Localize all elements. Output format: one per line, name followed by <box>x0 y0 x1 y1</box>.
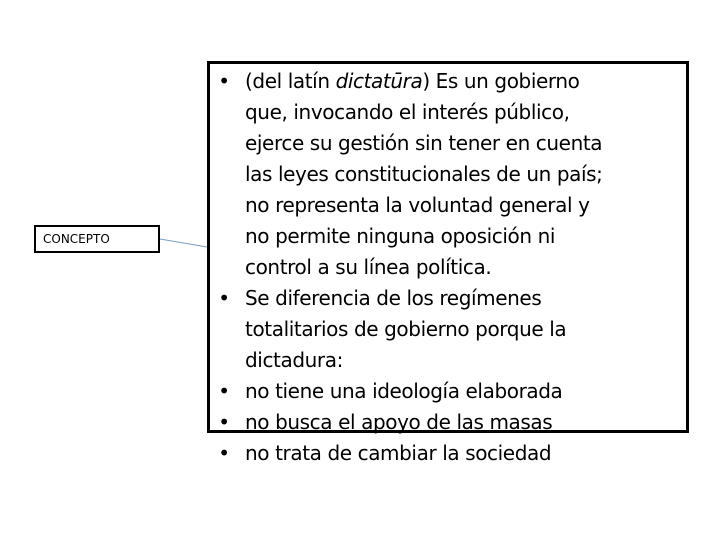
list-item <box>214 66 684 283</box>
list-item-line: no representa la voluntad general y <box>245 193 590 217</box>
list-item <box>214 407 684 438</box>
bullet-icon: • <box>218 69 230 93</box>
concept-label: CONCEPTO <box>43 232 110 246</box>
bullet-icon: • <box>218 441 230 465</box>
bullet-icon: • <box>218 286 230 310</box>
list-item-line: no tiene una ideología elaborada <box>245 379 563 403</box>
list-item-line: totalitarios de gobierno porque la <box>245 317 567 341</box>
list-item <box>214 283 684 376</box>
connector-stroke <box>160 239 207 247</box>
list-item-line: dictadura: <box>245 348 343 372</box>
list-item-line: que, invocando el interés público, <box>245 100 570 124</box>
list-item-line: Se diferencia de los regímenes <box>245 286 542 310</box>
list-item-line: no trata de cambiar la sociedad <box>245 441 552 465</box>
list-item-line: ejerce su gestión sin tener en cuenta <box>245 131 603 155</box>
list-item <box>214 376 684 407</box>
list-item <box>214 438 684 469</box>
bullet-icon: • <box>218 379 230 403</box>
list-item-line: las leyes constitucionales de un país; <box>245 162 603 186</box>
latin-term: dictatūra <box>335 69 423 93</box>
list-item-line: (del latín dictatūra) Es un gobierno <box>245 69 580 93</box>
list-item-line: no permite ninguna oposición ni <box>245 224 556 248</box>
definition-list <box>214 66 684 469</box>
list-item-line: no busca el apoyo de las masas <box>245 410 553 434</box>
concept-box <box>34 225 160 253</box>
bullet-icon: • <box>218 410 230 434</box>
definition-box <box>207 61 689 465</box>
list-item-line: control a su línea política. <box>245 255 492 279</box>
